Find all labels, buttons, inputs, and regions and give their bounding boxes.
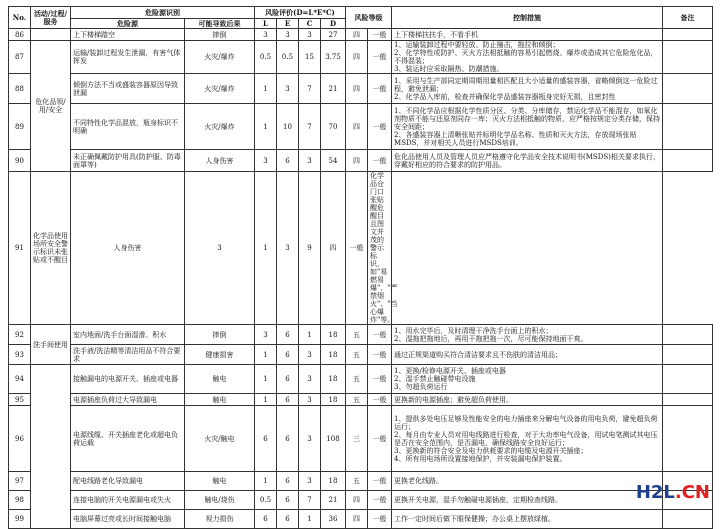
cell-consequence: 触电 <box>185 394 255 406</box>
cell-L: 3 <box>185 172 255 325</box>
cell-C: 3 <box>277 172 299 325</box>
cell-remark <box>663 325 713 345</box>
cell-C: 3 <box>299 394 321 406</box>
cell-no: 96 <box>9 406 31 472</box>
cell-E: 6 <box>277 394 299 406</box>
cell-E: 3 <box>277 29 299 41</box>
cell-E: 6 <box>277 472 299 491</box>
cell-E: 0.5 <box>277 41 299 74</box>
cell-D: 9 <box>299 172 321 325</box>
cell-C: 15 <box>299 41 321 74</box>
watermark-part2: .CN <box>674 482 710 503</box>
header-row-1 <box>9 7 713 19</box>
cell-hazard: 化学品使用场所安全警示标识未张贴或不醒目 <box>31 172 71 325</box>
cell-activity: 危化品领/用/安全 <box>31 41 71 172</box>
header-control: 控制措施 <box>392 7 663 29</box>
cell-consequence: 人身伤害 <box>71 172 185 325</box>
cell-C: 1 <box>299 325 321 345</box>
cell-remark <box>663 394 713 406</box>
cell-consequence: 视力损伤 <box>185 510 255 529</box>
cell-control: 危化品使用人员及管理人员应严格遵守化学品安全技术说明书(MSDS)相关要求执行，穿戴好相应的符合要求的防护用品。 <box>392 150 663 172</box>
cell-C: 3 <box>299 365 321 394</box>
cell-E: 6 <box>277 406 299 472</box>
cell-no: 88 <box>9 74 31 104</box>
cell-remark <box>663 345 713 365</box>
table-row <box>9 104 713 150</box>
cell-grade: 五 <box>346 472 368 491</box>
cell-control: 上下楼梯扶扶手，不看手机 <box>392 29 663 41</box>
cell-L: 3 <box>255 325 277 345</box>
cell-L: 6 <box>255 406 277 472</box>
cell-consequence: 火灾/爆炸 <box>185 74 255 104</box>
cell-consequence: 火灾/爆炸 <box>185 104 255 150</box>
cell-grade: 五 <box>346 345 368 365</box>
cell-hazard: 上下楼梯踏空 <box>71 29 185 41</box>
table-row <box>9 406 713 472</box>
cell-D: 18 <box>321 345 346 365</box>
cell-E: 3 <box>277 74 299 104</box>
cell-consequence: 健康损害 <box>185 345 255 365</box>
cell-no: 98 <box>9 491 31 510</box>
cell-grade: 四 <box>321 172 346 325</box>
cell-E: 1 <box>255 172 277 325</box>
cell-level: 一般 <box>368 345 392 365</box>
cell-level: 一般 <box>368 41 392 74</box>
cell-activity <box>31 365 71 529</box>
cell-hazard: 未正确佩戴防护用具(防护服、防毒面罩等) <box>71 150 185 172</box>
cell-E: 6 <box>277 325 299 345</box>
cell-remark <box>663 510 713 529</box>
table-row <box>9 41 713 74</box>
cell-grade: 四 <box>346 74 368 104</box>
cell-grade: 四 <box>346 104 368 150</box>
cell-D: 21 <box>321 74 346 104</box>
cell-remark <box>663 41 713 74</box>
cell-no: 95 <box>9 394 31 406</box>
cell-E: 6 <box>277 345 299 365</box>
cell-grade: 四 <box>346 41 368 74</box>
cell-level: 一般 <box>368 472 392 491</box>
cell-no: 92 <box>9 325 31 345</box>
cell-E: 6 <box>277 365 299 394</box>
cell-control: 工作一定时间后做下眼保健操；办公桌上摆放绿植。 <box>392 510 663 529</box>
cell-remark <box>392 172 663 325</box>
cell-control: 更换开关电源，湿手勿触碰电源插座，定期检查线路。 <box>392 491 663 510</box>
cell-hazard: 洗手液/洗洁精等清洁用品不符合要求 <box>71 345 185 365</box>
cell-level: 一般 <box>368 510 392 529</box>
cell-C: 1 <box>299 510 321 529</box>
header-remark: 备注 <box>663 7 713 29</box>
cell-grade: 五 <box>346 365 368 394</box>
cell-level: 一般 <box>368 491 392 510</box>
watermark-part1: H2L <box>635 482 675 503</box>
cell-grade: 三 <box>346 406 368 472</box>
cell-level: 一般 <box>368 104 392 150</box>
cell-level: 一般 <box>368 365 392 394</box>
cell-remark <box>663 406 713 472</box>
cell-D: 70 <box>321 104 346 150</box>
cell-activity: 洗手间使用 <box>31 325 71 365</box>
cell-E: 6 <box>277 491 299 510</box>
cell-hazard: 连接电脑的开关电源漏电或失火 <box>71 491 185 510</box>
table-row <box>9 510 713 529</box>
cell-D: 18 <box>321 472 346 491</box>
cell-control: 更换老化线路。 <box>392 472 663 491</box>
cell-consequence: 火灾/触电 <box>185 406 255 472</box>
cell-D: 36 <box>321 510 346 529</box>
header-eval-group: 风险评价(D=L*E*C) <box>255 7 346 19</box>
cell-control: 通过正规渠道购买符合清洁要求且不伤肤的清洁用品； <box>392 345 663 365</box>
cell-control: 1、更换/检修电源开关、插座或电器 2、湿手禁止触碰带电设施 3、勿超负荷运行 <box>392 365 663 394</box>
risk-assessment-table <box>8 6 713 529</box>
header-activity: 活动/过程/服务 <box>31 7 71 29</box>
cell-grade: 四 <box>346 29 368 41</box>
table-row <box>9 491 713 510</box>
cell-level: 一般 <box>368 406 392 472</box>
cell-L: 0.5 <box>255 41 277 74</box>
cell-consequence: 触电/烧伤 <box>185 491 255 510</box>
cell-hazard: 配电线路老化导致漏电 <box>71 472 185 491</box>
cell-level: 一般 <box>368 325 392 345</box>
cell-remark <box>663 29 713 41</box>
cell-hazard: 接触漏电的电源开关、插座或电器 <box>71 365 185 394</box>
cell-control: 1、提供多处电压足够及性能安全的电力插座来分解电气设备的用电负荷，避免超负荷运行； 2、每月由专业人员对用电线路进行检查，对于大功率电气设备，用试电笔测试其电压是否在安全范围内，是否漏电，确保线路安全良好运行； 3、更换新的符合安全及电力供耗要求的电缆及电源开关插座； 4、所有用电场所设置接地保护，并安装漏电保护装置。 <box>392 406 663 472</box>
table-row <box>9 365 713 394</box>
cell-hazard: 室内地面/洗手台面湿滑、积水 <box>71 325 185 345</box>
table-row <box>9 472 713 491</box>
watermark-logo <box>636 482 710 503</box>
cell-grade: 四 <box>346 491 368 510</box>
cell-no: 93 <box>9 345 31 365</box>
cell-D: 21 <box>321 491 346 510</box>
cell-control: 1、不同化学品应根据化学性质分区、分类、分库储存，禁运化学品不能混存，如氧化剂物质不能与还原剂同存一库；灭火方法相抵触的物质，应严格按规定分类存储，保持安全间距； 2、各盛装容器上清晰张贴并标明化学品名称、性质和灭火方法，存放现场张贴MSDS，并对相关人员进行MSDS培训。 <box>392 104 663 150</box>
cell-control: 更换新的电源插座；避免超负荷使用。 <box>392 394 663 406</box>
header-D: D <box>321 19 346 29</box>
cell-D: 18 <box>321 365 346 394</box>
cell-L: 1 <box>255 394 277 406</box>
cell-grade: 五 <box>346 325 368 345</box>
cell-C: 3 <box>299 406 321 472</box>
cell-control: 1、运输装卸过程中要轻放、防止撞击，拖拉和倾倒； 2、化学特性或防护、灭火方法相抵触的容易引起燃烧、爆炸或造成其它危险危化品，不得混装； 3、装运时应采取隔热、防潮措施。 <box>392 41 663 74</box>
cell-L: 1 <box>255 472 277 491</box>
cell-consequence: 摔倒 <box>185 29 255 41</box>
cell-C: 3 <box>299 29 321 41</box>
header-E: E <box>277 19 299 29</box>
cell-L: 6 <box>255 510 277 529</box>
cell-no: 87 <box>9 41 31 74</box>
cell-D: 18 <box>321 394 346 406</box>
cell-D: 18 <box>321 325 346 345</box>
cell-activity <box>31 29 71 41</box>
cell-C: 3 <box>299 150 321 172</box>
cell-level: 一般 <box>368 394 392 406</box>
cell-L: 0.5 <box>255 491 277 510</box>
cell-remark <box>663 104 713 150</box>
header-hazard: 危险源 <box>71 19 185 29</box>
cell-grade: 五 <box>346 394 368 406</box>
cell-C: 7 <box>299 491 321 510</box>
cell-L: 3 <box>255 29 277 41</box>
table-row <box>9 345 713 365</box>
cell-level: 一般 <box>346 172 368 325</box>
cell-consequence: 触电 <box>185 472 255 491</box>
cell-L: 3 <box>255 150 277 172</box>
cell-L: 1 <box>255 74 277 104</box>
cell-hazard: 运输/装卸过程发生泄漏，有害气体挥发 <box>71 41 185 74</box>
table-row <box>9 394 713 406</box>
cell-C: 3 <box>299 472 321 491</box>
table-row <box>9 325 713 345</box>
cell-E: 10 <box>277 104 299 150</box>
table-row <box>9 29 713 41</box>
cell-no: 90 <box>9 150 31 172</box>
cell-E: 6 <box>277 150 299 172</box>
cell-control: 1、用水完毕后，及时清理干净洗手台面上的积水； 2、湿拖把拖地后，再用干拖把拖一次，尽可能保持地面干爽。 <box>392 325 663 345</box>
cell-consequence: 触电 <box>185 365 255 394</box>
cell-L: 1 <box>255 365 277 394</box>
cell-E: 6 <box>277 510 299 529</box>
table-row <box>9 74 713 104</box>
cell-level: 一般 <box>368 29 392 41</box>
header-hazard-group: 危险源识别 <box>71 7 255 19</box>
cell-consequence: 火灾/爆炸 <box>185 41 255 74</box>
cell-hazard: 电源线缆、开关插座老化或超电负荷运载 <box>71 406 185 472</box>
cell-L: 1 <box>255 104 277 150</box>
cell-grade: 四 <box>346 150 368 172</box>
cell-L: 1 <box>255 345 277 365</box>
cell-consequence: 摔倒 <box>185 325 255 345</box>
cell-remark <box>663 365 713 394</box>
cell-C: 7 <box>299 104 321 150</box>
header-no: No. <box>9 7 31 29</box>
cell-level: 一般 <box>368 74 392 104</box>
cell-D: 3.75 <box>321 41 346 74</box>
cell-D: 27 <box>321 29 346 41</box>
table-body <box>9 29 713 529</box>
cell-hazard: 电脑屏幕过亮或长时间接触电脑 <box>71 510 185 529</box>
header-C: C <box>299 19 321 29</box>
cell-D: 54 <box>321 150 346 172</box>
cell-C: 3 <box>299 345 321 365</box>
cell-no: 91 <box>9 172 31 325</box>
cell-control: 1、采用与生产部同定期周期用量相匹配且大小适量的盛装容器，省略倾倒这一危险过程，避免泄漏； 2、化学品入库前，检查并确保化学品盛装容器瓶身完好无损，且密封性 <box>392 74 663 104</box>
table-row <box>9 150 713 172</box>
header-level: 风险等级 <box>346 7 392 29</box>
cell-remark <box>663 74 713 104</box>
cell-no: 94 <box>9 365 31 394</box>
cell-no: 89 <box>9 104 31 150</box>
cell-no: 86 <box>9 29 31 41</box>
cell-consequence: 人身伤害 <box>185 150 255 172</box>
cell-hazard: 不同特性化学品混放，瓶身标识不明确 <box>71 104 185 150</box>
cell-grade: 四 <box>346 510 368 529</box>
header-L: L <box>255 19 277 29</box>
cell-no: 97 <box>9 472 31 491</box>
cell-remark <box>663 150 713 172</box>
cell-control: 化学品仓门口张贴醒危醒目且图文并茂的警示标识，如"易燃易爆"、"严禁烟火"、"当心爆炸"等。 <box>368 172 392 325</box>
cell-D: 108 <box>321 406 346 472</box>
table-row <box>9 172 713 325</box>
cell-C: 7 <box>299 74 321 104</box>
cell-hazard: 倾倒方法不当或盛装容器原因导致泄漏 <box>71 74 185 104</box>
header-consequence: 可能导致后果 <box>185 19 255 29</box>
cell-level: 一般 <box>368 150 392 172</box>
cell-no: 99 <box>9 510 31 529</box>
cell-hazard: 电源插座负荷过大导致漏电 <box>71 394 185 406</box>
